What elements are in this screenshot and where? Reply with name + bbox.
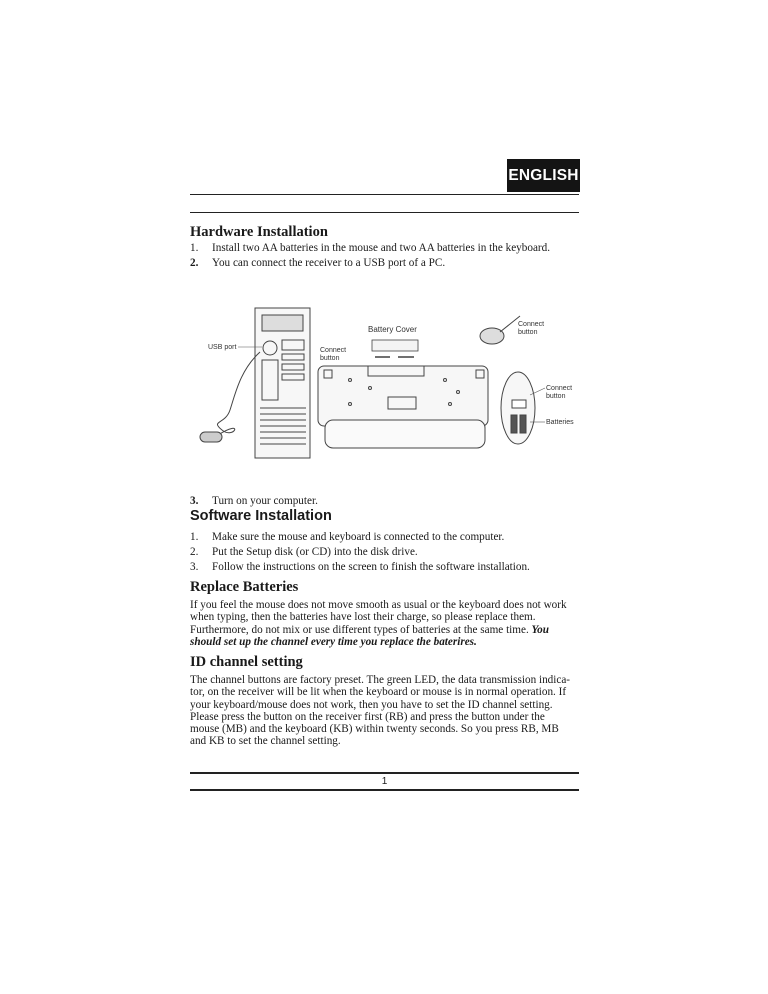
batteries-paragraph <box>190 599 580 648</box>
paragraph-line: when typing, then the batteries have lost their charge, so please replace them. <box>190 611 536 624</box>
connect-label-line2: button <box>518 329 538 336</box>
step-text: You can connect the receiver to a USB port of a PC. <box>212 257 446 269</box>
connect-label-line2: button <box>546 393 566 400</box>
channel-paragraph <box>190 674 580 748</box>
paragraph-line: Please press the button on the receiver first (RB) and press the button under the <box>190 710 545 723</box>
receiver-illustration <box>480 316 520 344</box>
emphasis-text: should set up the channel every time you replace the baterires. <box>190 635 477 648</box>
page-number: 1 <box>381 776 388 787</box>
footer-rule-2 <box>190 789 579 791</box>
battery-cover-label: Battery Cover <box>368 325 417 334</box>
batteries-title: Replace Batteries <box>190 579 299 595</box>
connect-label-line2: button <box>320 355 340 362</box>
paragraph-line: your keyboard/mouse does not work, then you have to set the ID channel setting. <box>190 698 553 711</box>
software-step-1 <box>190 530 590 544</box>
mouse-illustration <box>501 372 535 444</box>
step-number: 3. <box>190 495 199 507</box>
hardware-installation-figure <box>200 300 574 475</box>
connect-label-line1: Connect <box>546 385 573 392</box>
paragraph-line: tor, on the receiver will be lit when the keyboard or mouse is in normal operation. If <box>190 686 567 699</box>
pc-tower-illustration <box>200 308 310 458</box>
language-tab: ENGLISH <box>507 159 580 192</box>
step-number: 2. <box>190 257 199 269</box>
emphasis-text: You <box>531 623 549 636</box>
paragraph-line: If you feel the mouse does not move smooth as usual or the keyboard does not work <box>190 599 567 611</box>
step-number: 2. <box>190 546 199 558</box>
paragraph-line: Furthermore, do not mix or use different types of batteries at the same time. <box>190 623 529 636</box>
step-number: 1. <box>190 531 199 543</box>
step-text: Turn on your computer. <box>212 495 318 507</box>
footer-rule <box>190 772 579 774</box>
connect-label-line1: Connect <box>320 347 347 354</box>
hardware-step-3 <box>190 494 590 508</box>
header-rule-2 <box>190 212 579 213</box>
batteries-label: Batteries <box>546 419 574 426</box>
connect-label-line1: Connect <box>518 321 545 328</box>
software-step-3 <box>190 560 590 574</box>
hardware-step-1 <box>190 241 590 255</box>
software-step-2 <box>190 545 590 559</box>
usb-port-label: USB port <box>208 344 237 351</box>
step-number: 1. <box>190 242 199 254</box>
header-rule <box>190 194 579 195</box>
step-number: 3. <box>190 561 199 573</box>
paragraph-line: mouse (MB) and the keyboard (KB) within twenty seconds. So you press RB, MB <box>190 723 559 736</box>
keyboard-illustration <box>318 366 488 448</box>
battery-cover-illustration <box>372 340 418 351</box>
software-title: Software Installation <box>190 508 332 524</box>
keyboard-connect-label <box>320 347 348 362</box>
receiver-connect-label <box>518 321 546 336</box>
hardware-step-2 <box>190 256 590 270</box>
step-text: Put the Setup disk (or CD) into the disk drive. <box>212 546 418 558</box>
mouse-connect-label <box>546 385 574 400</box>
step-text: Install two AA batteries in the mouse and two AA batteries in the keyboard. <box>212 242 551 254</box>
hardware-title: Hardware Installation <box>190 224 328 240</box>
channel-title: ID channel setting <box>190 654 303 670</box>
paragraph-line: The channel buttons are factory preset. The green LED, the data transmission indica- <box>190 674 571 686</box>
step-text: Follow the instructions on the screen to finish the software installation. <box>212 561 530 573</box>
step-text: Make sure the mouse and keyboard is connected to the computer. <box>212 531 505 543</box>
paragraph-line: and KB to set the channel setting. <box>190 735 341 748</box>
